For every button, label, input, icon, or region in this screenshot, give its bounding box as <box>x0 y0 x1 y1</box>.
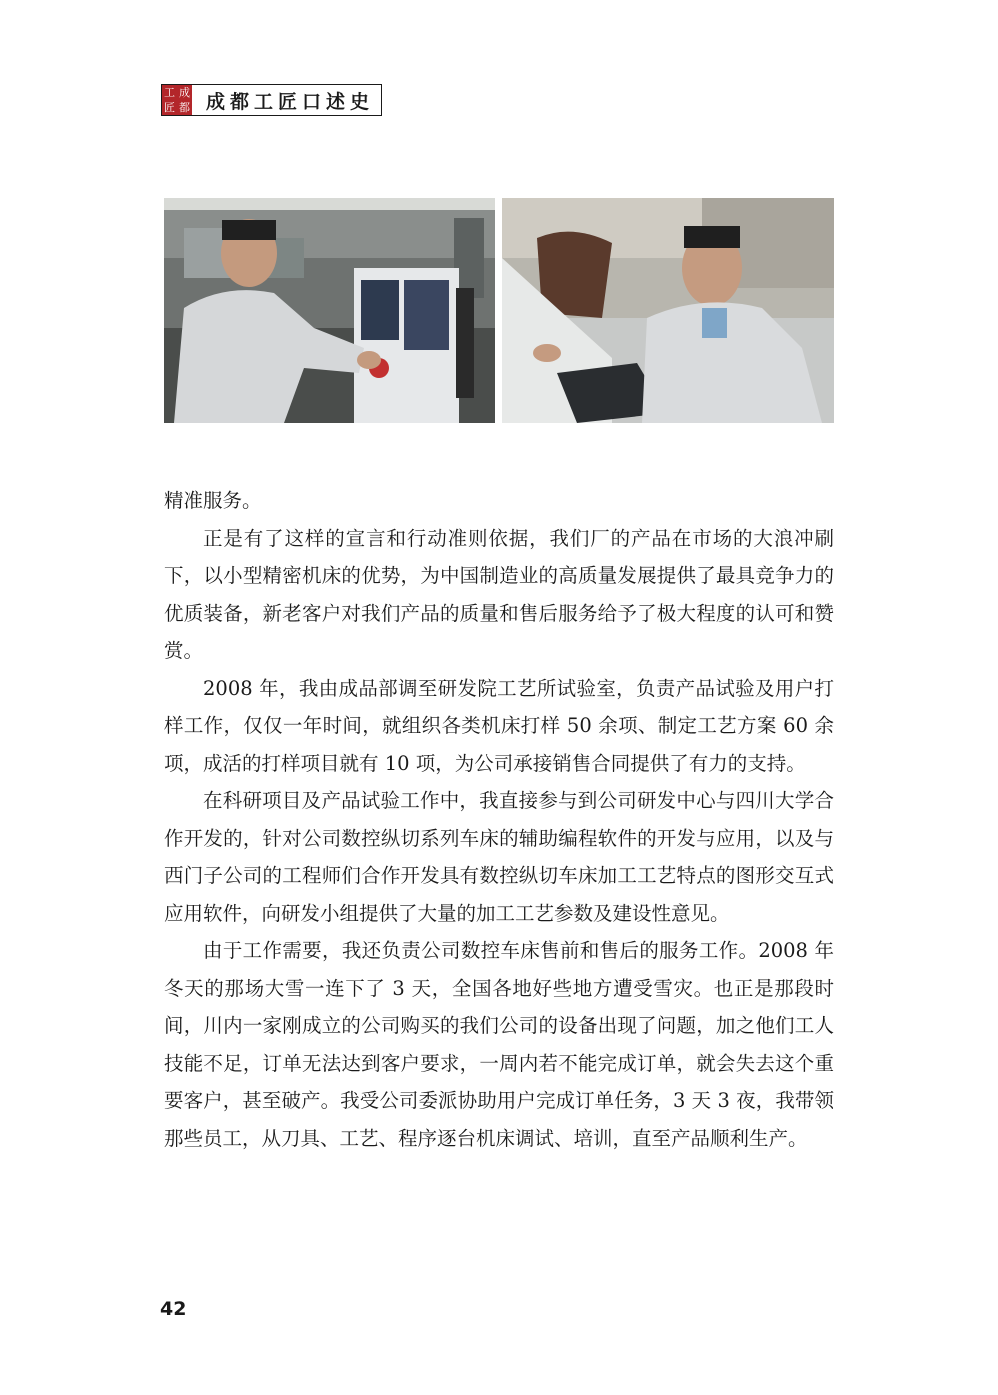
book-title: 成都工匠口述史 <box>206 90 375 113</box>
logo-char: 工 <box>164 86 175 99</box>
page-number: 42 <box>160 1298 187 1320</box>
logo-char: 都 <box>179 101 190 114</box>
paragraph: 2008 年，我由成品部调至研发院工艺所试验室，负责产品试验及用户打样工作，仅仅一年时间，就组织各类机床打样 50 余项、制定工艺方案 60 余项，成活的打样项目就有 10 项，为公司承接销售合同提供了有力的支持。 <box>164 676 834 775</box>
paragraph: 精准服务。 <box>164 489 262 512</box>
logo-char: 匠 <box>164 101 175 114</box>
photo-cnc-operator <box>164 198 495 423</box>
body-text <box>164 482 834 1157</box>
logo-char: 成 <box>179 86 190 99</box>
photo-computer-operator <box>502 198 834 423</box>
paragraph: 正是有了这样的宣言和行动准则依据，我们厂的产品在市场的大浪冲刷下，以小型精密机床的优势，为中国制造业的高质量发展提供了最具竞争力的优质装备，新老客户对我们产品的质量和售后服务给予了极大程度的认可和赞赏。 <box>164 526 834 662</box>
paragraph: 由于工作需要，我还负责公司数控车床售前和售后的服务工作。2008 年冬天的那场大雪一连下了 3 天，全国各地好些地方遭受雪灾。也正是那段时间，川内一家刚成立的公司购买的我们公司的设备出现了问题，加之他们工人技能不足，订单无法达到客户要求，一周内若不能完成订单，就会失去这个重要客户，甚至破产。我受公司委派协助用户完成订单任务，3 天 3 夜，我带领那些员工，从刀具、工艺、程序逐台机床调试、培训，直至产品顺利生产。 <box>164 939 834 1150</box>
running-header <box>161 84 382 116</box>
paragraph: 在科研项目及产品试验工作中，我直接参与到公司研发中心与四川大学合作开发的，针对公司数控纵切系列车床的辅助编程软件的开发与应用，以及与西门子公司的工程师们合作开发具有数控纵切车床加工工艺特点的图形交互式应用软件，向研发小组提供了大量的加工工艺参数及建设性意见。 <box>164 789 834 925</box>
book-logo <box>162 85 194 115</box>
